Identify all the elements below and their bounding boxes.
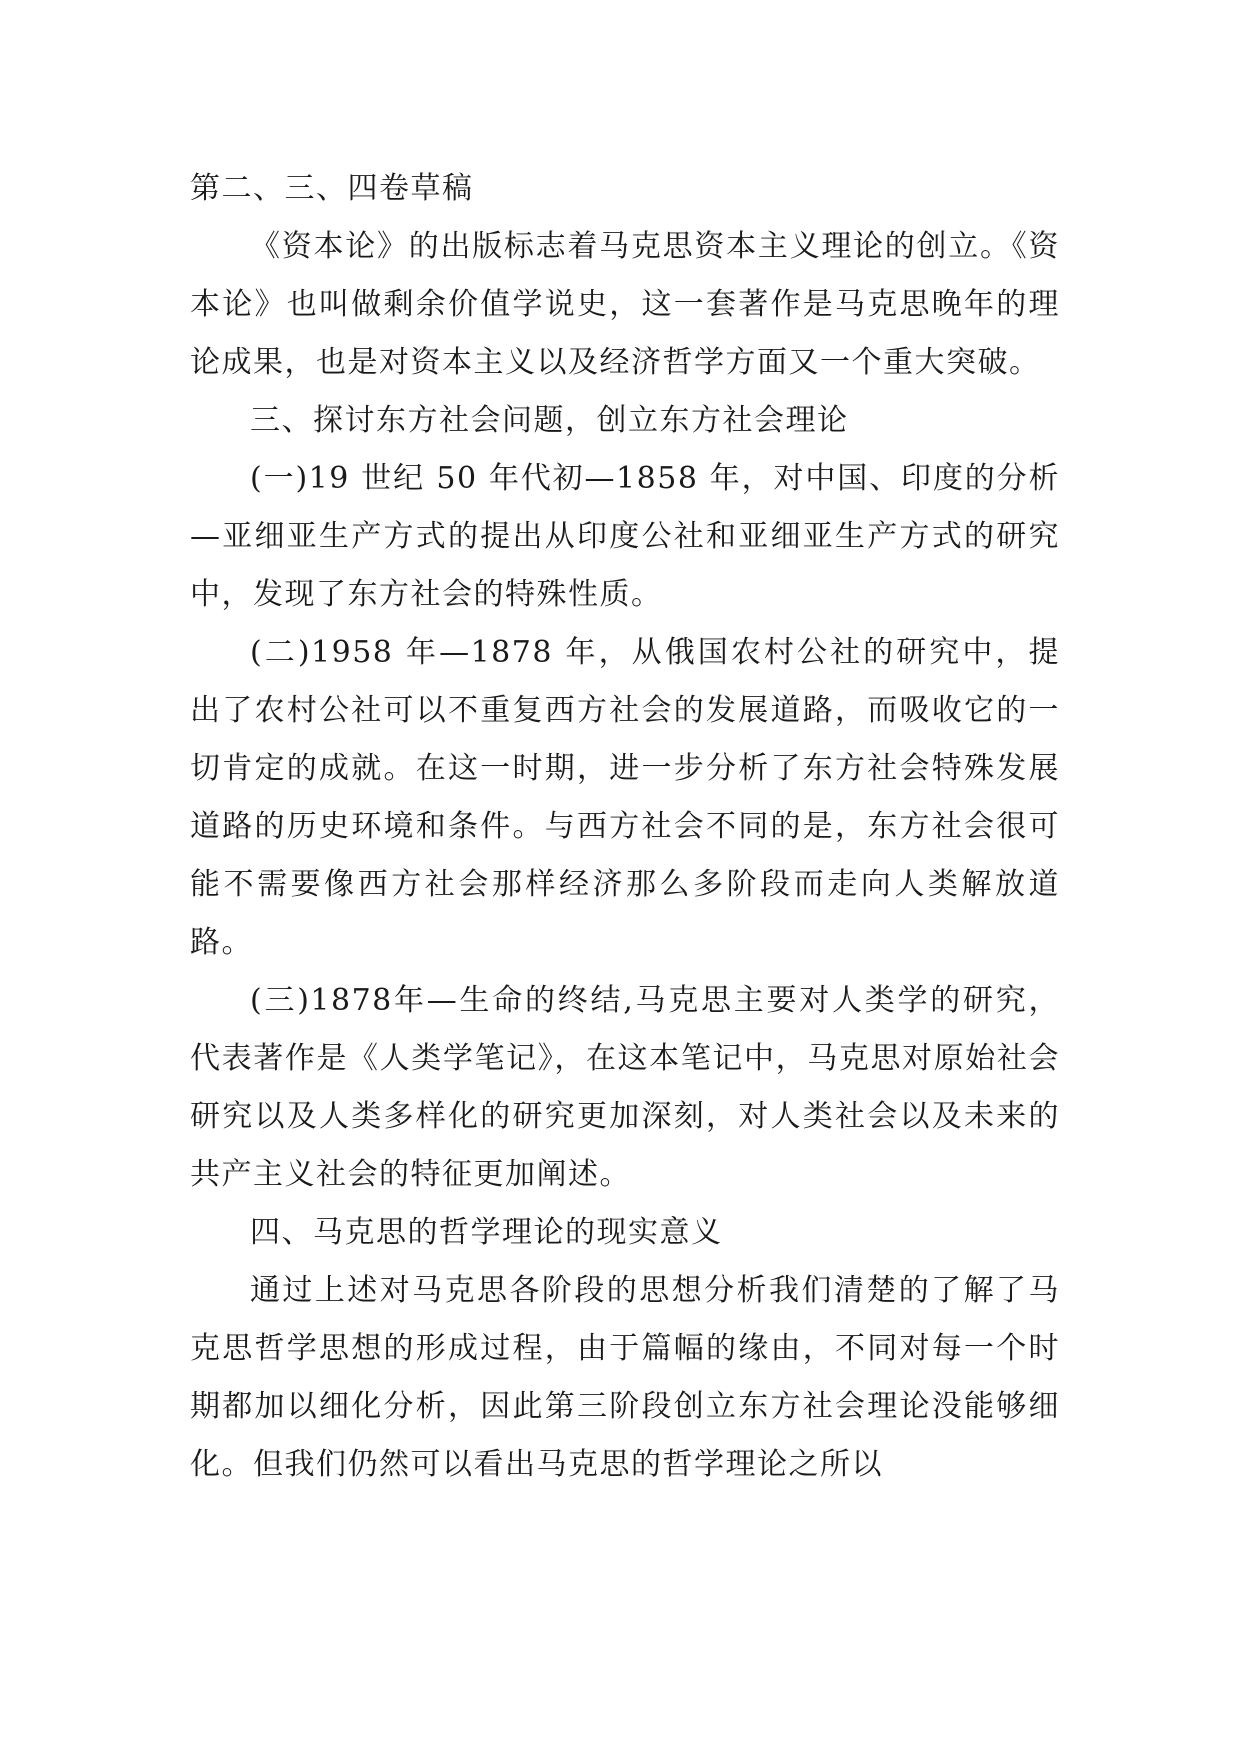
paragraph-capital: 《资本论》的出版标志着马克思资本主义理论的创立。《资本论》也叫做剩余价值学说史，这一套著作是马克思晚年的理论成果，也是对资本主义以及经济哲学方面又一个重大突破。: [190, 229, 1060, 380]
document-page: [190, 160, 1060, 1494]
paragraph-continuation: 第二、三、四卷草稿: [190, 171, 474, 206]
section-heading-significance: 四、马克思的哲学理论的现实意义: [250, 1215, 723, 1250]
paragraph-conclusion: 通过上述对马克思各阶段的思想分析我们清楚的了解了马克思哲学思想的形成过程，由于篇幅的缘由，不同对每一个时期都加以细化分析，因此第三阶段创立东方社会理论没能够细化。但我们仍然可以看出马克思的哲学理论之所以: [190, 1273, 1060, 1482]
paragraph-stage-one: (一)19 世纪 50 年代初—1858 年，对中国、印度的分析—亚细亚生产方式的提出从印度公社和亚细亚生产方式的研究中，发现了东方社会的特殊性质。: [190, 461, 1060, 612]
paragraph-stage-two: (二)1958 年—1878 年，从俄国农村公社的研究中，提出了农村公社可以不重复西方社会的发展道路，而吸收它的一切肯定的成就。在这一时期，进一步分析了东方社会特殊发展道路的历史环境和条件。与西方社会不同的是，东方社会很可能不需要像西方社会那样经济那么多阶段而走向人类解放道路。: [190, 635, 1060, 960]
section-heading-eastern-society: 三、探讨东方社会问题，创立东方社会理论: [250, 403, 849, 438]
paragraph-stage-three: (三)1878年—生命的终结,马克思主要对人类学的研究，代表著作是《人类学笔记》，在这本笔记中，马克思对原始社会研究以及人类多样化的研究更加深刻，对人类社会以及未来的共产主义社会的特征更加阐述。: [190, 983, 1060, 1192]
